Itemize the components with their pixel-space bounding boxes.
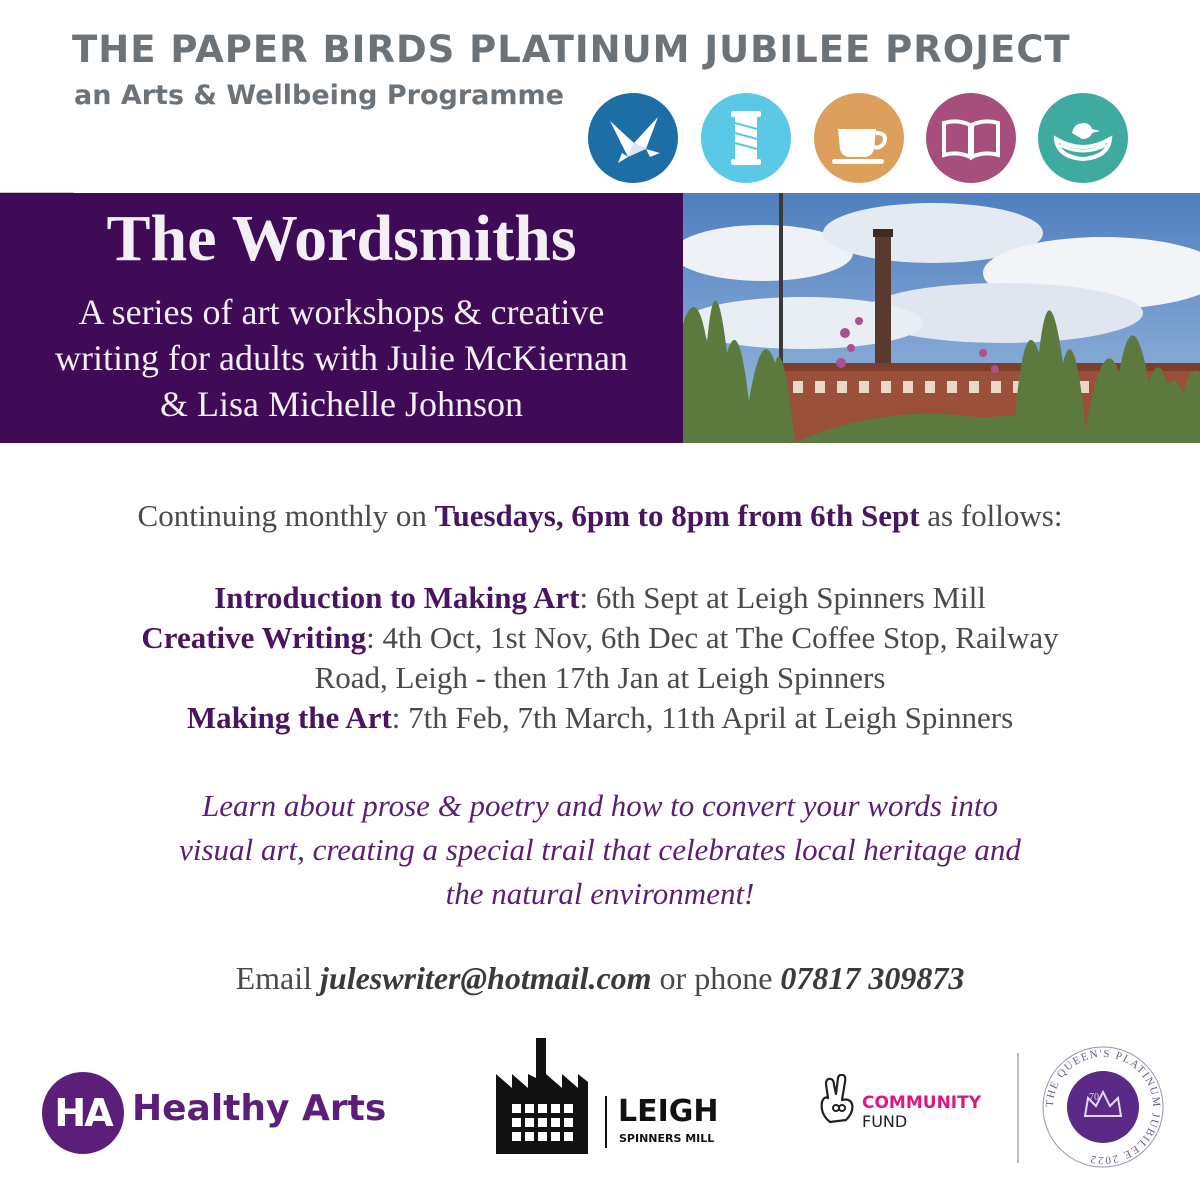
schedule-item — [0, 698, 1200, 738]
healthy-arts-logo-mark: HA — [42, 1072, 124, 1154]
schedule-intro — [0, 496, 1200, 536]
svg-text:70: 70 — [1089, 1092, 1099, 1103]
schedule-intro-text: Continuing monthly on — [137, 498, 435, 533]
workshop-blurb — [0, 784, 1200, 916]
community-fund-subtitle: FUND — [862, 1112, 908, 1131]
contact-phone[interactable]: 07817 309873 — [780, 960, 965, 996]
banner-description — [0, 289, 683, 427]
project-title: THE PAPER BIRDS PLATINUM JUBILEE PROJECT — [72, 28, 1071, 71]
bird-nest-icon — [1038, 93, 1128, 183]
blurb-line: visual art, creating a special trail that celebrates local heritage and — [179, 832, 1021, 867]
lottery-crossed-fingers-icon — [812, 1074, 862, 1124]
contact-email[interactable]: juleswriter@hotmail.com — [320, 960, 652, 996]
thread-spool-icon — [701, 93, 791, 183]
paper-bird-icon — [588, 93, 678, 183]
schedule-item-continued: Road, Leigh - then 17th Jan at Leigh Spinners — [314, 660, 886, 695]
schedule-item — [0, 618, 1200, 658]
contact-middle: or phone — [651, 960, 781, 996]
svg-text:THE QUEEN'S PLATINUM JUBILEE 2: THE QUEEN'S PLATINUM JUBILEE 2022 — [1043, 1047, 1163, 1167]
banner-desc-line: writing for adults with Julie McKiernan — [55, 338, 628, 378]
healthy-arts-name: Healthy Arts — [132, 1088, 387, 1129]
schedule-days-times: Tuesdays, 6pm to 8pm from 6th Sept — [434, 498, 920, 533]
banner-desc-line: & Lisa Michelle Johnson — [160, 384, 523, 424]
open-book-icon — [926, 93, 1016, 183]
schedule-item-text: : 4th Oct, 1st Nov, 6th Dec at The Coffee Stop, Railway — [366, 620, 1059, 655]
tea-cup-icon — [814, 93, 904, 183]
schedule-intro-suffix: as follows: — [919, 498, 1063, 533]
mill-photo — [683, 193, 1200, 443]
footer-divider — [1017, 1053, 1019, 1163]
schedule-item-label: Introduction to Making Art — [214, 580, 580, 615]
contact-prefix: Email — [235, 960, 320, 996]
leigh-logo-name: LEIGH — [618, 1094, 719, 1129]
blurb-line: the natural environment! — [445, 876, 755, 911]
banner-title: The Wordsmiths — [106, 202, 577, 275]
leigh-logo-divider — [605, 1096, 607, 1148]
contact-line — [0, 958, 1200, 998]
leigh-logo-subtitle: SPINNERS MILL — [619, 1132, 715, 1145]
schedule-list — [0, 578, 1200, 738]
community-fund-title: COMMUNITY — [862, 1093, 982, 1113]
mill-factory-icon — [492, 1038, 602, 1154]
title-banner — [0, 193, 683, 443]
project-subtitle: an Arts & Wellbeing Programme — [74, 80, 564, 111]
schedule-item-text: : 6th Sept at Leigh Spinners Mill — [579, 580, 986, 615]
schedule-item-text: : 7th Feb, 7th March, 11th April at Leigh Spinners — [391, 700, 1014, 735]
schedule-item-label: Creative Writing — [141, 620, 367, 655]
blurb-line: Learn about prose & poetry and how to convert your words into — [202, 788, 998, 823]
schedule-item — [0, 578, 1200, 618]
banner-desc-line: A series of art workshops & creative — [78, 292, 605, 332]
platinum-jubilee-emblem — [1038, 1042, 1168, 1172]
schedule-item-label: Making the Art — [186, 700, 392, 735]
